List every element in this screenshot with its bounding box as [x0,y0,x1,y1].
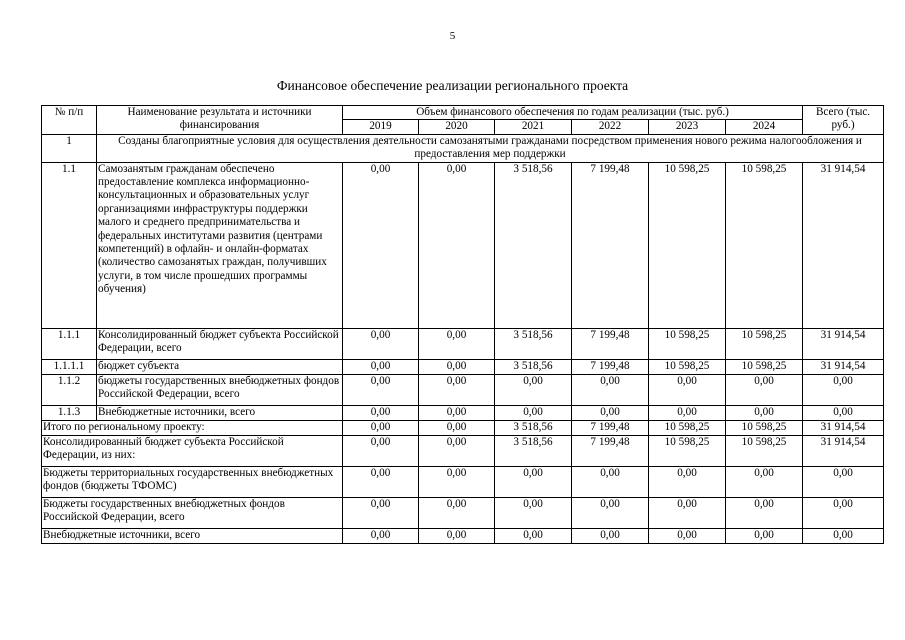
table-row [42,374,884,405]
row-value: 0,00 [343,162,419,328]
row-value: 0,00 [419,162,495,328]
financing-table [41,105,884,544]
row-name: бюджет субъекта [97,359,343,374]
summary-value: 10 598,25 [649,420,726,435]
summary-row [42,420,884,435]
summary-total: 0,00 [803,466,884,497]
row-value: 0,00 [726,405,803,420]
row-total: 31 914,54 [803,328,884,359]
table-row [42,405,884,420]
header-year: 2020 [419,120,495,134]
summary-value: 0,00 [419,528,495,543]
row-value: 0,00 [343,328,419,359]
summary-name: Бюджеты государственных внебюджетных фондов Российской Федерации, всего [42,497,343,528]
summary-value: 0,00 [343,435,419,466]
table-row [42,328,884,359]
summary-value: 0,00 [495,528,572,543]
row-value: 0,00 [419,374,495,405]
row-value: 0,00 [495,374,572,405]
summary-value: 10 598,25 [726,435,803,466]
row-value: 0,00 [419,359,495,374]
summary-value: 0,00 [343,528,419,543]
header-volume: Объем финансового обеспечения по годам реализации (тыс. руб.) [343,106,803,120]
summary-row [42,435,884,466]
header-year: 2021 [495,120,572,134]
section-row [42,134,884,162]
row-value: 0,00 [419,405,495,420]
row-value: 3 518,56 [495,359,572,374]
row-value: 0,00 [343,374,419,405]
document-title: Финансовое обеспечение реализации регионального проекта [276,78,629,93]
row-value: 7 199,48 [572,359,649,374]
summary-row [42,497,884,528]
table-row [42,162,884,328]
row-total: 31 914,54 [803,359,884,374]
row-name: Внебюджетные источники, всего [97,405,343,420]
row-total: 0,00 [803,374,884,405]
row-value: 7 199,48 [572,328,649,359]
summary-total: 31 914,54 [803,420,884,435]
section-num: 1 [42,134,97,162]
summary-value: 0,00 [572,466,649,497]
row-value: 3 518,56 [495,162,572,328]
summary-value: 0,00 [649,466,726,497]
summary-value: 0,00 [343,466,419,497]
row-name: Консолидированный бюджет субъекта Российской Федерации, всего [97,328,343,359]
row-name: Самозанятым гражданам обеспечено предоставление комплекса информационно-консультационных и образовательных услуг организациями инфраструктуры поддержки малого и среднего предпринимательства и федеральных институтами развития (центрами компетенций) в офлайн- и онлайн-форматах (количество самозанятых граждан, получивших услуги, в том числе прошедших программы обучения) [97,162,343,328]
row-num: 1.1.1.1 [42,359,97,374]
summary-name: Внебюджетные источники, всего [42,528,343,543]
summary-value: 3 518,56 [495,420,572,435]
summary-name: Консолидированный бюджет субъекта Российской Федерации, из них: [42,435,343,466]
summary-value: 7 199,48 [572,420,649,435]
row-value: 0,00 [649,405,726,420]
summary-value: 0,00 [572,528,649,543]
summary-value: 0,00 [726,497,803,528]
summary-value: 0,00 [649,497,726,528]
summary-total: 0,00 [803,497,884,528]
row-value: 10 598,25 [726,359,803,374]
row-value: 10 598,25 [649,328,726,359]
row-value: 10 598,25 [726,162,803,328]
row-value: 10 598,25 [649,162,726,328]
summary-value: 0,00 [419,435,495,466]
summary-name: Итого по региональному проекту: [42,420,343,435]
summary-value: 0,00 [419,420,495,435]
row-value: 0,00 [495,405,572,420]
section-text: Созданы благоприятные условия для осуществления деятельности самозанятыми гражданами посредством применения нового режима налогообложения и предоставления мер поддержки [97,134,884,162]
row-num: 1.1.2 [42,374,97,405]
summary-value: 3 518,56 [495,435,572,466]
summary-value: 7 199,48 [572,435,649,466]
row-total: 0,00 [803,405,884,420]
summary-value: 0,00 [419,497,495,528]
page-number: 5 [449,30,456,42]
summary-value: 0,00 [726,528,803,543]
header-row [42,106,884,120]
summary-value: 0,00 [726,466,803,497]
row-value: 0,00 [726,374,803,405]
row-value: 10 598,25 [726,328,803,359]
row-num: 1.1.1 [42,328,97,359]
row-num: 1.1 [42,162,97,328]
summary-value: 0,00 [343,497,419,528]
row-value: 0,00 [649,374,726,405]
header-year: 2023 [649,120,726,134]
summary-value: 10 598,25 [649,435,726,466]
summary-value: 0,00 [419,466,495,497]
summary-total: 31 914,54 [803,435,884,466]
row-value: 0,00 [419,328,495,359]
summary-value: 0,00 [343,420,419,435]
row-num: 1.1.3 [42,405,97,420]
header-name: Наименование результата и источники финансирования [97,106,343,135]
summary-name: Бюджеты территориальных государственных внебюджетных фондов (бюджеты ТФОМС) [42,466,343,497]
summary-row [42,528,884,543]
summary-value: 0,00 [495,466,572,497]
summary-value: 0,00 [572,497,649,528]
table-row [42,359,884,374]
header-total: Всего (тыс. руб.) [803,106,884,135]
header-year: 2019 [343,120,419,134]
header-num: № п/п [42,106,97,135]
summary-value: 10 598,25 [726,420,803,435]
row-value: 0,00 [343,359,419,374]
header-year: 2022 [572,120,649,134]
row-value: 0,00 [572,405,649,420]
row-value: 7 199,48 [572,162,649,328]
row-total: 31 914,54 [803,162,884,328]
row-name: бюджеты государственных внебюджетных фондов Российской Федерации, всего [97,374,343,405]
row-value: 10 598,25 [649,359,726,374]
row-value: 3 518,56 [495,328,572,359]
summary-row [42,466,884,497]
row-value: 0,00 [572,374,649,405]
header-year: 2024 [726,120,803,134]
summary-value: 0,00 [649,528,726,543]
row-value: 0,00 [343,405,419,420]
summary-total: 0,00 [803,528,884,543]
summary-value: 0,00 [495,497,572,528]
